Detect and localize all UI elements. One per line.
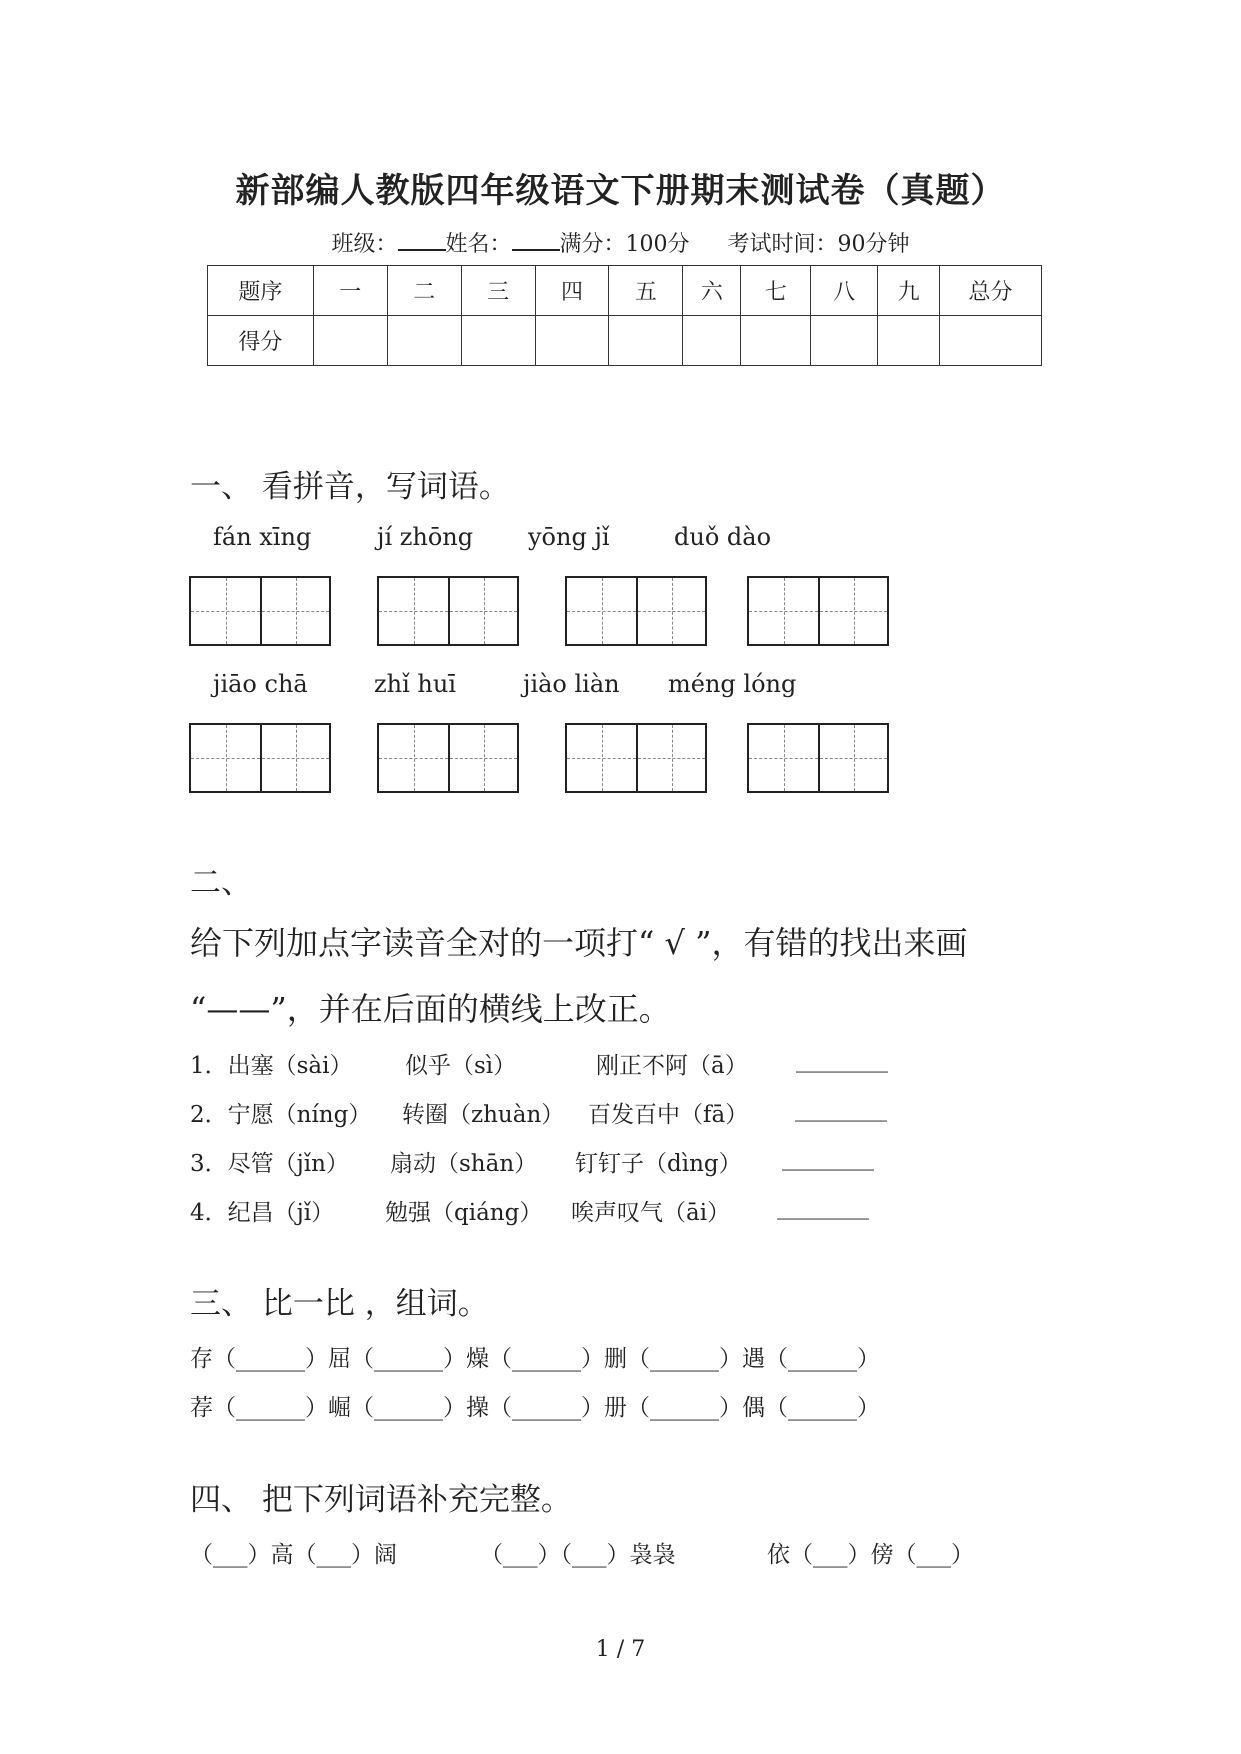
score-header-row — [208, 266, 1042, 316]
section2-instruction: “——”，并在后面的横线上改正。 — [190, 990, 671, 1028]
question-item: 百发百中（fā） — [588, 1102, 749, 1128]
question-item: 刚正不阿（ā） — [596, 1053, 748, 1079]
score-cell[interactable] — [461, 316, 535, 366]
header-cell: 八 — [811, 266, 878, 316]
writing-grid[interactable] — [377, 723, 519, 793]
score-cell[interactable] — [878, 316, 940, 366]
word-group-row: 荐（______）崛（______）操（______）册（______）偶（______） — [190, 1395, 880, 1421]
header-cell: 七 — [741, 266, 811, 316]
idiom-item: （___）（___）袅袅 — [480, 1542, 676, 1568]
page-title: 新部编人教版四年级语文下册期末测试卷（真题） — [235, 171, 1006, 211]
question-item: 转圈（zhuàn） — [402, 1102, 565, 1128]
writing-grid[interactable] — [377, 576, 519, 646]
idiom-item: （___）高（___）阔 — [190, 1542, 397, 1568]
answer-blank[interactable]: ________ — [782, 1145, 874, 1171]
pinyin-label: fán xīng — [213, 523, 312, 551]
score-cell[interactable] — [940, 316, 1042, 366]
header-cell: 三 — [461, 266, 535, 316]
answer-blank[interactable]: ________ — [777, 1194, 869, 1220]
question-item: 3．尽管（jǐn） — [190, 1151, 349, 1177]
question-item: 2．宁愿（níng） — [190, 1102, 372, 1128]
pinyin-label: duǒ dào — [674, 523, 772, 551]
score-cell[interactable] — [387, 316, 461, 366]
answer-blank[interactable]: ________ — [796, 1047, 888, 1073]
question-item: 扇动（shān） — [390, 1151, 538, 1177]
header-cell: 五 — [609, 266, 683, 316]
score-row — [208, 316, 1042, 366]
header-cell: 九 — [878, 266, 940, 316]
question-item: 4．纪昌（jǐ） — [190, 1200, 335, 1226]
score-cell[interactable] — [313, 316, 387, 366]
pinyin-label: jiào liàn — [523, 670, 620, 698]
class-label: 班级： — [331, 232, 398, 257]
score-row-label: 得分 — [208, 316, 314, 366]
idiom-item: 依（___）傍（___） — [767, 1542, 974, 1568]
header-cell: 四 — [535, 266, 609, 316]
header-cell: 题序 — [208, 266, 314, 316]
exam-time: 考试时间：90分钟 — [727, 232, 910, 257]
name-label: 姓名： — [445, 232, 512, 257]
section4-heading: 四、 把下列词语补充完整。 — [190, 1482, 572, 1518]
score-cell[interactable] — [535, 316, 609, 366]
pinyin-label: jiāo chā — [213, 670, 308, 698]
pinyin-label: yōng jǐ — [528, 523, 610, 551]
question-item: 似乎（sì） — [405, 1053, 517, 1079]
writing-grid[interactable] — [565, 723, 707, 793]
pinyin-label: zhǐ huī — [374, 670, 456, 698]
writing-grid[interactable] — [189, 576, 331, 646]
full-score: 满分：100分 — [559, 232, 690, 257]
answer-blank[interactable]: ________ — [795, 1096, 887, 1122]
word-group-row: 存（______）屈（______）燥（______）删（______）遇（______） — [190, 1346, 880, 1372]
page-number: 1 / 7 — [595, 1637, 646, 1662]
header-cell: 六 — [683, 266, 741, 316]
header-cell: 总分 — [940, 266, 1042, 316]
pinyin-label: méng lóng — [668, 670, 797, 698]
section2-heading: 二、 — [190, 865, 252, 901]
name-blank[interactable] — [512, 229, 560, 251]
header-cell: 二 — [387, 266, 461, 316]
score-cell[interactable] — [683, 316, 741, 366]
question-item: 勉强（qiáng） — [385, 1200, 543, 1226]
writing-grid[interactable] — [747, 723, 889, 793]
score-cell[interactable] — [811, 316, 878, 366]
header-cell: 一 — [313, 266, 387, 316]
section3-heading: 三、 比一比 ，组词。 — [190, 1286, 489, 1322]
score-cell[interactable] — [609, 316, 683, 366]
class-blank[interactable] — [398, 229, 446, 251]
writing-grid[interactable] — [189, 723, 331, 793]
score-table — [207, 265, 1042, 366]
question-item: 唉声叹气（āi） — [571, 1200, 731, 1226]
section2-instruction: 给下列加点字读音全对的一项打“ √ ”，有错的找出来画 — [190, 924, 968, 962]
question-item: 钉钉子（dìng） — [575, 1151, 742, 1177]
pinyin-label: jí zhōng — [377, 523, 474, 551]
writing-grid[interactable] — [747, 576, 889, 646]
section1-heading: 一、 看拼音，写词语。 — [190, 469, 510, 505]
writing-grid[interactable] — [565, 576, 707, 646]
question-item: 1．出塞（sài） — [190, 1053, 353, 1079]
exam-info — [0, 227, 1241, 258]
score-cell[interactable] — [741, 316, 811, 366]
